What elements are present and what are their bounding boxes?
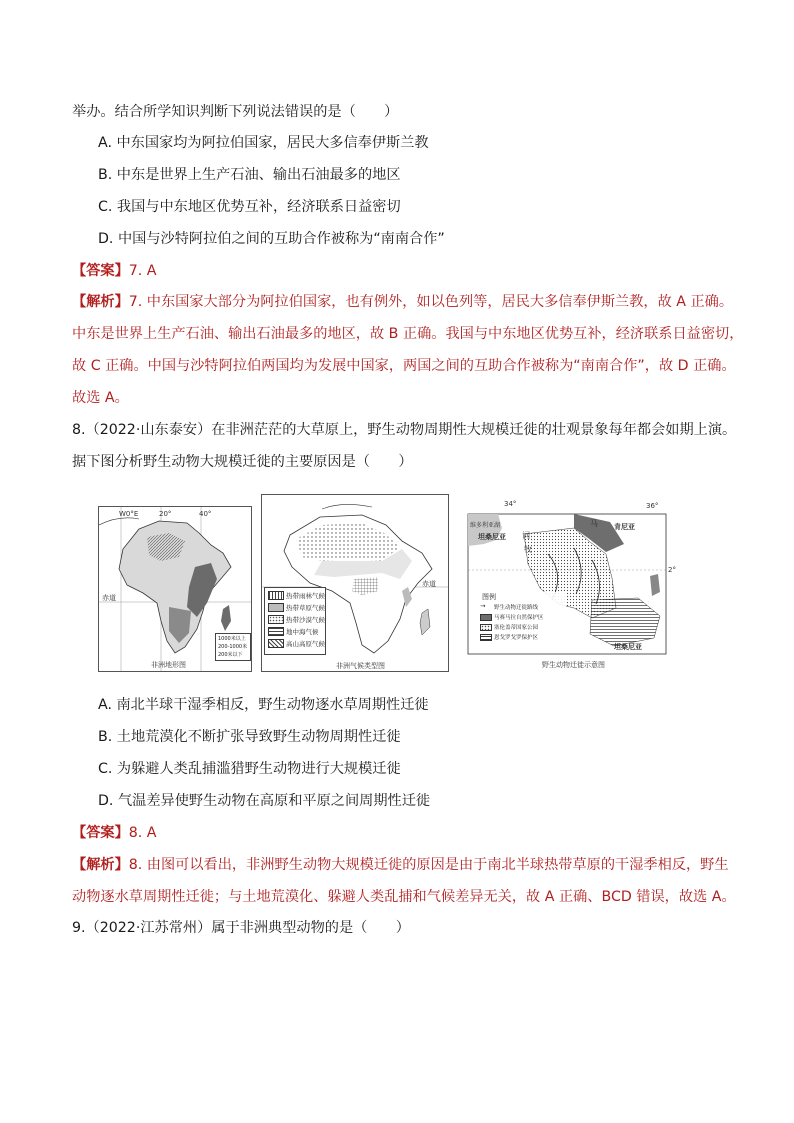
legend-arrow-icon: → — [480, 602, 486, 610]
legend-title: 图例 — [482, 593, 496, 601]
legend-savanna: 热带草原气候 — [286, 604, 325, 612]
q7-option-b: B. 中东是世界上生产石油、输出石油最多的地区 — [98, 167, 401, 183]
migration-legend — [478, 592, 566, 650]
fig3-caption: 野生动物迁徙示意图 — [542, 661, 605, 669]
legend-swatch-serengeti — [480, 624, 492, 631]
answer-tag: 【答案】 — [72, 825, 129, 841]
legend-swatch-savanna — [268, 603, 284, 612]
q7-answer — [72, 261, 157, 281]
lon-label-40: 40° — [199, 510, 212, 518]
lon-label-20: 20° — [159, 510, 172, 518]
fig2-caption: 非洲气候类型图 — [336, 662, 385, 670]
legend-rainforest: 热带雨林气候 — [286, 592, 325, 600]
place-ci: 词 — [522, 531, 530, 540]
fig1-caption: 非洲地形图 — [151, 661, 186, 669]
q8-option-b: B. 土地荒漠化不断扩张导致野生动物周期性迁徙 — [98, 729, 401, 745]
analysis-text: 7. 中东国家大部分为阿拉伯国家，也有例外，如以色列等，居民大多信奉伊斯兰教，故 A 正确。 — [128, 294, 734, 310]
answer-value: 7. A — [128, 263, 157, 279]
legend-route: 野生动物迁徙路线 — [494, 605, 539, 611]
q7-analysis-line-1 — [72, 292, 733, 312]
q7-option-d: D. 中国与沙特阿拉伯之间的互助合作被称为“南南合作” — [98, 231, 445, 247]
q7-analysis-line-2: 中东是世界上生产石油、输出石油最多的地区，故 B 正确。我国与中东地区优势互补，经济联系日益密切， — [72, 326, 744, 342]
place-mu: 牧 — [524, 545, 532, 554]
lon-label-36: 36° — [646, 502, 659, 510]
legend-low: 200米以下 — [218, 652, 243, 658]
q8-option-a: A. 南北半球干湿季相反，野生动物逐水草周期性迁徙 — [98, 697, 429, 713]
legend-swatch-rainforest — [268, 591, 284, 600]
place-tanzania-south: 坦桑尼亚 — [614, 643, 642, 651]
analysis-text: 8. 由图可以看出，非洲野生动物大规模迁徙的原因是由于南北半球热带草原的干湿季相反，野生 — [128, 857, 729, 873]
lon-label-0: W0°E — [119, 510, 139, 518]
lon-label-34: 34° — [504, 500, 517, 508]
africa-terrain-map — [98, 506, 252, 672]
legend-swatch-ngorongoro — [480, 634, 492, 641]
q8-analysis-line-2: 动物逐水草周期性迁徙；与土地荒漠化、躲避人类乱捕和气候差异无关，故 A 正确、BCD 错误，故选 A。 — [72, 889, 736, 905]
legend-desert: 热带沙漠气候 — [286, 616, 325, 624]
place-kenya: 肯尼亚 — [614, 523, 635, 531]
legend-highland: 高山高原气候 — [286, 640, 325, 648]
climate-legend — [264, 587, 326, 655]
q8-stem-line-2: 据下图分析野生动物大规模迁徙的主要原因是（ ） — [72, 454, 413, 470]
legend-swatch-mara — [480, 614, 492, 621]
legend-mediterranean: 地中海气候 — [286, 628, 319, 636]
legend-serengeti: 塞伦盖蒂国家公园 — [494, 625, 539, 631]
answer-value: 8. A — [128, 825, 157, 841]
legend-mara: 马赛马拉自然保护区 — [494, 615, 544, 621]
legend-swatch-highland — [268, 639, 284, 648]
q7-option-a: A. 中东国家均为阿拉伯国家，居民大多信奉伊斯兰教 — [98, 135, 429, 151]
answer-tag: 【答案】 — [72, 263, 129, 279]
place-lake-victoria: 维多利亚湖 — [470, 522, 501, 529]
terrain-legend — [215, 633, 251, 661]
place-tanzania-north: 坦桑尼亚 — [478, 533, 506, 541]
migration-map — [464, 500, 676, 669]
q7-stem-tail: 举办。结合所学知识判断下列说法错误的是（ ） — [72, 104, 399, 120]
q7-analysis-line-4: 故选 A。 — [72, 390, 129, 406]
q7-option-c: C. 我国与中东地区优势互补，经济联系日益密切 — [98, 199, 401, 215]
analysis-tag: 【解析】 — [72, 294, 129, 310]
legend-ngorongoro: 恩戈罗戈罗保护区 — [494, 635, 539, 641]
q9-stem: 9.（2022·江苏常州）属于非洲典型动物的是（ ） — [72, 920, 410, 936]
q8-option-d: D. 气温差异使野生动物在高原和平原之间周期性迁徙 — [98, 793, 431, 809]
q8-analysis-line-1 — [72, 855, 729, 875]
lat-label-2: 2° — [668, 566, 676, 574]
legend-swatch-desert — [268, 615, 284, 624]
legend-high: 1000米以上 — [218, 636, 246, 642]
equator-label: 赤道 — [422, 580, 436, 588]
place-ma: 马 — [590, 519, 598, 528]
equator-label: 赤道 — [102, 594, 116, 602]
legend-swatch-mediterranean — [268, 627, 284, 636]
q8-figures — [98, 494, 678, 682]
q8-answer — [72, 823, 157, 843]
analysis-tag: 【解析】 — [72, 857, 129, 873]
legend-mid: 200-1000米 — [218, 644, 248, 650]
q7-analysis-line-3: 故 C 正确。中国与沙特阿拉伯两国均为发展中国家，两国之间的互助合作被称为“南南合作”，故 D 正确。 — [72, 358, 736, 374]
africa-climate-map — [261, 494, 449, 672]
q8-option-c: C. 为躲避人类乱捕滥猎野生动物进行大规模迁徙 — [98, 761, 401, 777]
q8-stem-line-1: 8.（2022·山东泰安）在非洲茫茫的大草原上，野生动物周期性大规模迁徙的壮观景象每年都会如期上演。 — [72, 422, 737, 438]
